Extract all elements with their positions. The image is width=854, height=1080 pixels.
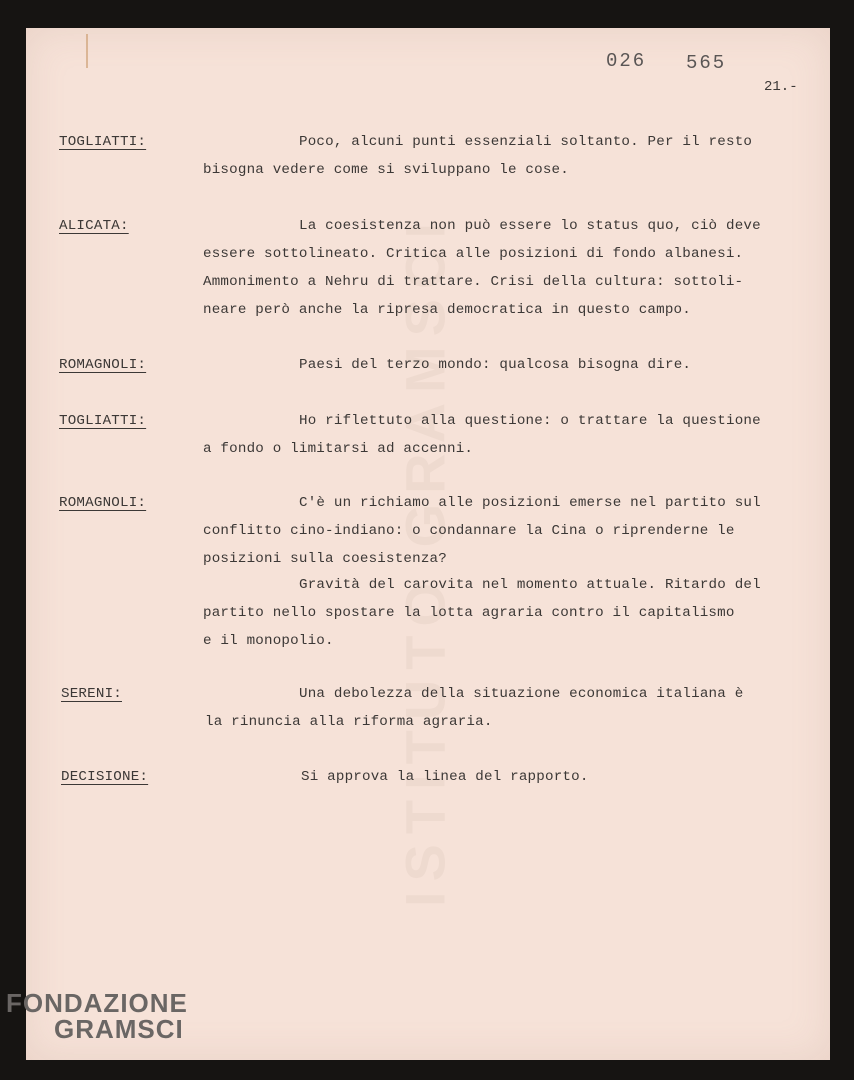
speaker-label: TOGLIATTI: — [59, 413, 147, 429]
speaker-label: TOGLIATTI: — [59, 134, 147, 150]
speaker-label: DECISIONE: — [61, 769, 149, 785]
fondazione-gramsci-logo — [6, 990, 188, 1042]
archive-number-2: 565 — [686, 52, 727, 74]
text-line: partito nello spostare la lotta agraria contro il capitalismo — [203, 605, 735, 621]
text-line: bisogna vedere come si sviluppano le cose. — [203, 162, 569, 178]
text-line: conflitto cino-indiano: o condannare la Cina o riprenderne le — [203, 523, 735, 539]
text-line: C'è un richiamo alle posizioni emerse nel partito sul — [299, 495, 761, 511]
speaker-label: ROMAGNOLI: — [59, 495, 147, 511]
text-line: Ammonimento a Nehru di trattare. Crisi della cultura: sottoli- — [203, 274, 744, 290]
text-line: Si approva la linea del rapporto. — [301, 769, 589, 785]
text-line: essere sottolineato. Critica alle posizioni di fondo albanesi. — [203, 246, 744, 262]
text-line: neare però anche la ripresa democratica in questo campo. — [203, 302, 691, 318]
speaker-label: ALICATA: — [59, 218, 129, 234]
logo-line-2: GRAMSCI — [54, 1014, 184, 1044]
text-line: Ho riflettuto alla questione: o trattare la questione — [299, 413, 761, 429]
text-line: Paesi del terzo mondo: qualcosa bisogna dire. — [299, 357, 692, 373]
speaker-label: SERENI: — [61, 686, 122, 702]
text-line: Una debolezza della situazione economica italiana è — [299, 686, 744, 702]
text-line: la rinuncia alla riforma agraria. — [205, 714, 493, 730]
text-line: Gravità del carovita nel momento attuale. Ritardo del — [299, 577, 761, 593]
pencil-mark — [86, 34, 88, 68]
text-line: a fondo o limitarsi ad accenni. — [203, 441, 474, 457]
text-line: La coesistenza non può essere lo status quo, ciò deve — [299, 218, 761, 234]
speaker-label: ROMAGNOLI: — [59, 357, 147, 373]
text-line: e il monopolio. — [203, 633, 334, 649]
archive-number-1: 026 — [606, 50, 647, 72]
text-line: Poco, alcuni punti essenziali soltanto. Per il resto — [299, 134, 753, 150]
logo-line-1: FONDAZIONE — [6, 988, 188, 1018]
page-number: 21.- — [764, 79, 798, 95]
watermark: ISTITUTO GRAMSCI — [393, 212, 457, 908]
text-line: posizioni sulla coesistenza? — [203, 551, 447, 567]
